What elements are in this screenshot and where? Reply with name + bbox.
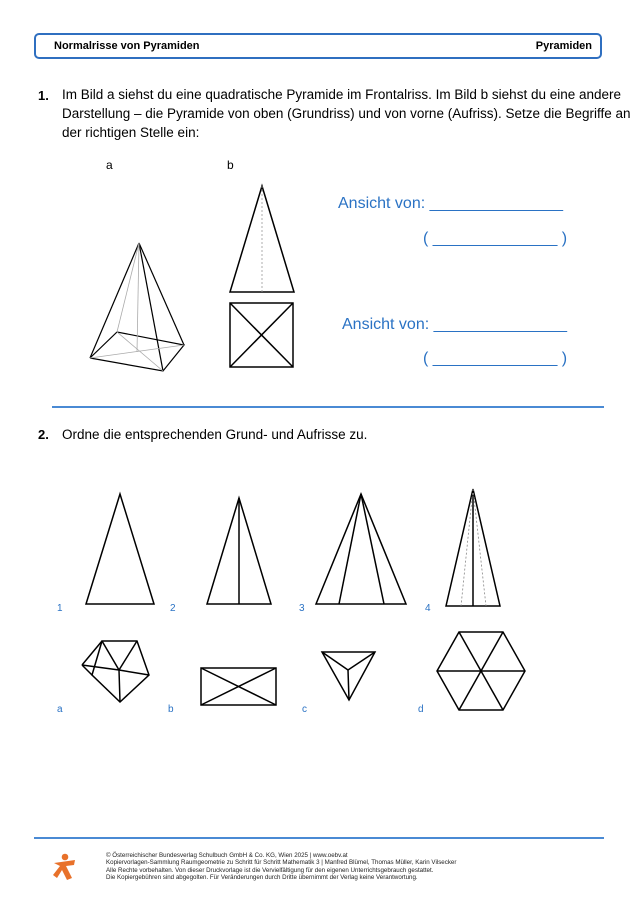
top-view-label-d: d (418, 704, 424, 715)
footer-line-1: © Österreichischer Bundesverlag Schulbuch GmbH & Co. KG, Wien 2025 | www.oebv.at (106, 852, 348, 859)
task2-text: Ordne die entsprechenden Grund- und Aufrisse zu. (62, 427, 368, 442)
task1-text-line3: der richtigen Stelle ein: (62, 125, 200, 140)
view-answer-1[interactable]: Ansicht von: _______________ (338, 195, 564, 212)
figure-label-a: a (106, 158, 113, 172)
footer-line-3: Alle Rechte vorbehalten. Von dieser Druckvorlage ist die Vervielfältigung für den eigenen Unterrichtsgebrauch gestattet. (106, 866, 434, 874)
footer-line-4: Die Kopiergebühren sind abgegolten. Für Veränderungen durch Dritte übernimmt der Verlag keine Verantwortung. (106, 874, 418, 882)
front-view-label-3: 3 (299, 603, 305, 614)
task1-text-line1: Im Bild a siehst du eine quadratische Pyramide im Frontalriss. Im Bild b siehst du eine andere (62, 87, 622, 102)
worksheet-title: Normalrisse von Pyramiden (54, 40, 200, 52)
footer-divider (34, 837, 604, 839)
worksheet-topic: Pyramiden (535, 40, 592, 52)
task1-text-line2: Darstellung – die Pyramide von oben (Grundriss) und von vorne (Aufriss). Setze die Begriffe an (62, 106, 631, 121)
figure-label-b: b (227, 158, 234, 172)
footer-line-2: Kopiervorlagen-Sammlung Raumgeometrie zu Schritt für Schritt Mathematik 3 | Manfred Blümel, Thomas Müller, Karin Vilsecker (106, 859, 457, 867)
front-view-label-1: 1 (57, 603, 63, 614)
task1-number: 1. (38, 88, 49, 103)
top-view-label-b: b (168, 704, 174, 715)
top-view-label-c: c (302, 704, 307, 715)
front-view-label-2: 2 (170, 603, 176, 614)
publisher-logo-icon (50, 852, 80, 882)
view-answer-2[interactable]: Ansicht von: _______________ (342, 316, 568, 333)
front-view-label-4: 4 (425, 603, 431, 614)
top-view-label-a: a (57, 704, 63, 715)
task2-number: 2. (38, 427, 49, 442)
view-answer-1-term[interactable]: ( ______________ ) (423, 230, 568, 247)
footer-copyright (106, 852, 456, 882)
view-answer-2-term[interactable]: ( ______________ ) (423, 350, 568, 367)
